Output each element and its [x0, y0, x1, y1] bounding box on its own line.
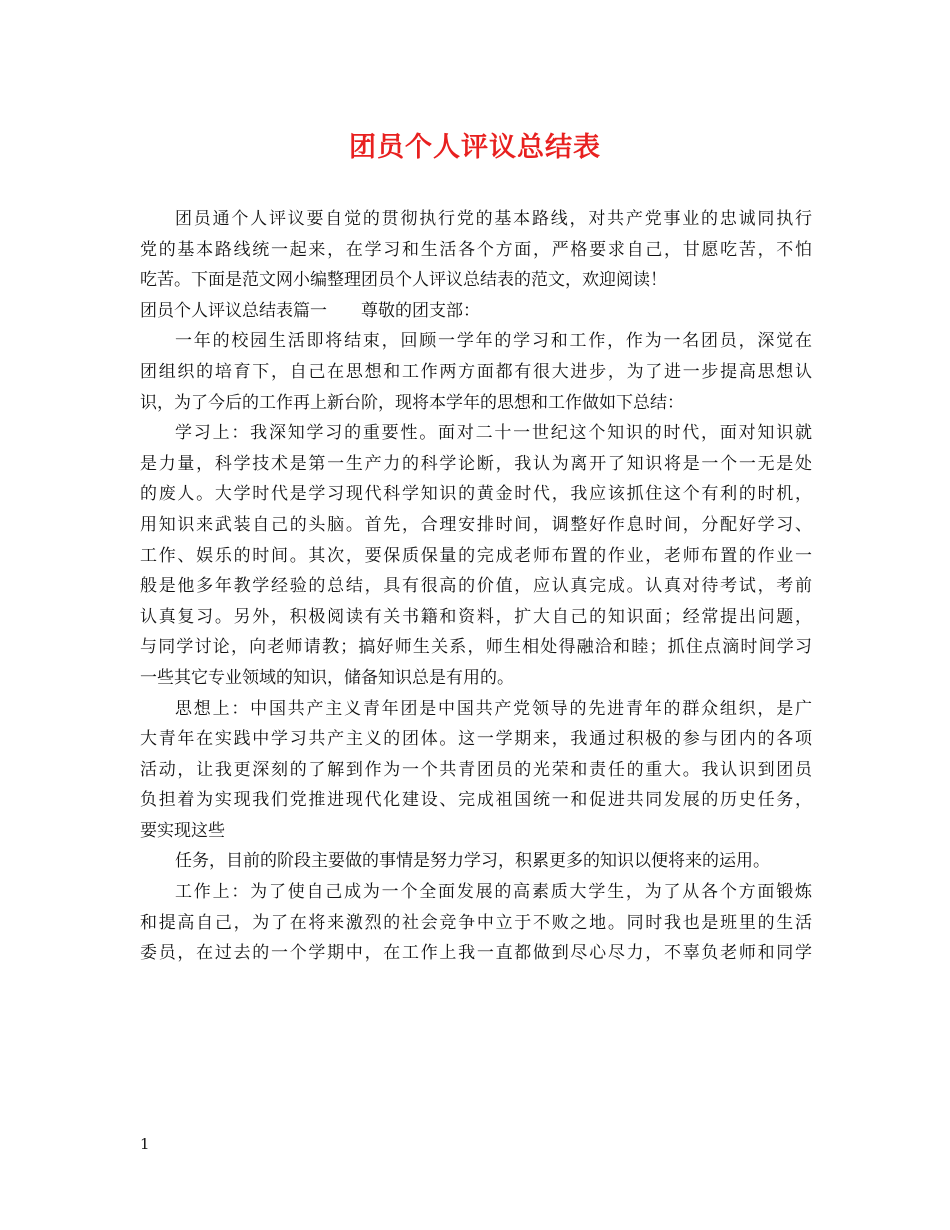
document-body	[140, 204, 812, 969]
body-line: 的废人。大学时代是学习现代科学知识的黄金时代，我应该抓住这个有利的时机，	[140, 484, 812, 505]
body-line: 思想上：中国共产主义青年团是中国共产党领导的先进青年的群众组织，是广	[175, 698, 812, 719]
body-line: 要实现这些	[140, 820, 225, 841]
body-line: 活动，让我更深刻的了解到作为一个共青团员的光荣和责任的重大。我认识到团员	[140, 759, 812, 780]
body-line: 一年的校园生活即将结束，回顾一学年的学习和工作，作为一名团员，深觉在	[175, 331, 812, 352]
body-line: 任务，目前的阶段主要做的事情是努力学习，积累更多的知识以便将来的运用。	[175, 851, 770, 872]
body-line: 学习上：我深知学习的重要性。面对二十一世纪这个知识的时代，面对知识就	[175, 423, 812, 444]
body-line: 识，为了今后的工作再上新台阶，现将本学年的思想和工作做如下总结：	[140, 392, 684, 413]
body-line: 团组织的培育下，自己在思想和工作两方面都有很大进步，为了进一步提高思想认	[140, 361, 812, 382]
document-title: 团员个人评议总结表	[349, 132, 601, 163]
body-line: 团员通个人评议要自觉的贯彻执行党的基本路线，对共产党事业的忠诚同执行	[175, 209, 812, 229]
body-line: 吃苦。下面是范文网小编整理团员个人评议总结表的范文，欢迎阅读！	[140, 270, 667, 291]
body-line: 负担着为实现我们党推进现代化建设、完成祖国统一和促进共同发展的历史任务，	[140, 790, 812, 811]
section-heading: 团员个人评议总结表篇一 尊敬的团支部：	[140, 300, 480, 321]
body-line: 委员，在过去的一个学期中，在工作上我一直都做到尽心尽力，不辜负老师和同学	[140, 943, 812, 964]
body-line: 认真复习。另外，积极阅读有关书籍和资料，扩大自己的知识面；经常提出问题，	[140, 606, 812, 627]
body-line: 一些其它专业领域的知识，储备知识总是有用的。	[140, 667, 514, 688]
page-number: 1	[140, 1135, 150, 1153]
body-line: 用知识来武装自己的头脑。首先，合理安排时间，调整好作息时间，分配好学习、	[140, 514, 812, 535]
body-line: 般是他多年教学经验的总结，具有很高的价值，应认真完成。认真对待考试，考前	[140, 576, 812, 597]
body-line: 工作上：为了使自己成为一个全面发展的高素质大学生，为了从各个方面锻炼	[175, 882, 812, 903]
body-line: 大青年在实践中学习共产主义的团体。这一学期来，我通过积极的参与团内的各项	[140, 729, 812, 750]
body-line: 是力量，科学技术是第一生产力的科学论断，我认为离开了知识将是一个一无是处	[140, 453, 812, 474]
body-line: 党的基本路线统一起来，在学习和生活各个方面，严格要求自己，甘愿吃苦，不怕	[140, 239, 812, 260]
body-line: 与同学讨论，向老师请教；搞好师生关系，师生相处得融洽和睦；抓住点滴时间学习	[140, 637, 812, 658]
body-line: 工作、娱乐的时间。其次，要保质保量的完成老师布置的作业，老师布置的作业一	[140, 545, 812, 566]
body-line: 和提高自己，为了在将来激烈的社会竞争中立于不败之地。同时我也是班里的生活	[140, 912, 812, 933]
